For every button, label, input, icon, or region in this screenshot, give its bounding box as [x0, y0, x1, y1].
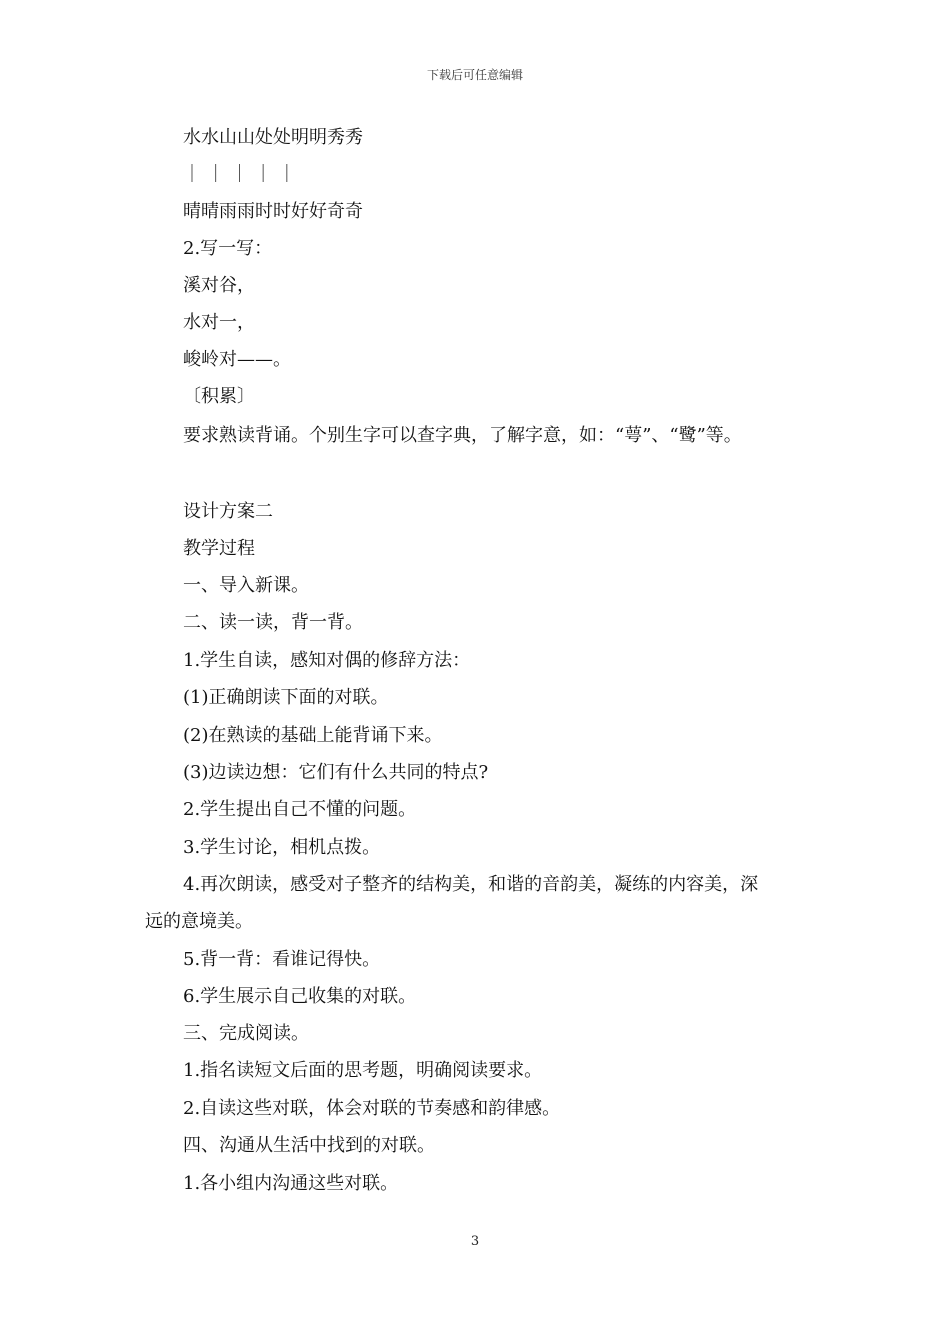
text-line: (3)边读边想：它们有什么共同的特点? [183, 762, 489, 783]
text-line: 溪对谷， [183, 275, 255, 296]
text-line: 教学过程 [183, 538, 255, 559]
text-line: 要求熟读背诵。个别生字可以查字典，了解字意，如：“萼”、“鹭”等。 [183, 425, 742, 446]
text-line: 2.写一写： [183, 238, 273, 259]
text-line: (2)在熟读的基础上能背诵下来。 [183, 725, 443, 746]
text-line: 1.指名读短文后面的思考题，明确阅读要求。 [183, 1060, 543, 1081]
text-line: 水水山山处处明明秀秀 [183, 127, 363, 148]
section-title: 设计方案二 [183, 501, 273, 522]
text-line: 4.再次朗读，感受对子整齐的结构美，和谐的音韵美，凝练的内容美，深 [183, 874, 759, 895]
text-line: 远的意境美。 [145, 911, 253, 932]
text-line: 四、沟通从生活中找到的对联。 [183, 1135, 435, 1156]
text-line: 峻岭对——。 [183, 349, 291, 370]
text-line: ｜ ｜ ｜ ｜ ｜ [183, 164, 296, 185]
text-line: 1.各小组内沟通这些对联。 [183, 1173, 399, 1194]
text-line: 2.学生提出自己不懂的问题。 [183, 799, 417, 820]
text-line: 一、导入新课。 [183, 575, 309, 596]
text-line: 3.学生讨论，相机点拨。 [183, 837, 381, 858]
text-line: 〔积累〕 [183, 386, 255, 407]
page-header: 下载后可任意编辑 [426, 68, 523, 82]
text-line: 1.学生自读，感知对偶的修辞方法： [183, 650, 471, 671]
text-line: 2.自读这些对联，体会对联的节奏感和韵律感。 [183, 1098, 561, 1119]
text-line: 晴晴雨雨时时好好奇奇 [183, 201, 363, 222]
text-line: 水对一， [183, 312, 255, 333]
text-line: 6.学生展示自己收集的对联。 [183, 986, 417, 1007]
text-line: 三、完成阅读。 [183, 1023, 309, 1044]
page-number: 3 [470, 1234, 480, 1249]
text-line: (1)正确朗读下面的对联。 [183, 687, 389, 708]
text-line: 二、读一读，背一背。 [183, 612, 363, 633]
text-line: 5.背一背：看谁记得快。 [183, 949, 381, 970]
